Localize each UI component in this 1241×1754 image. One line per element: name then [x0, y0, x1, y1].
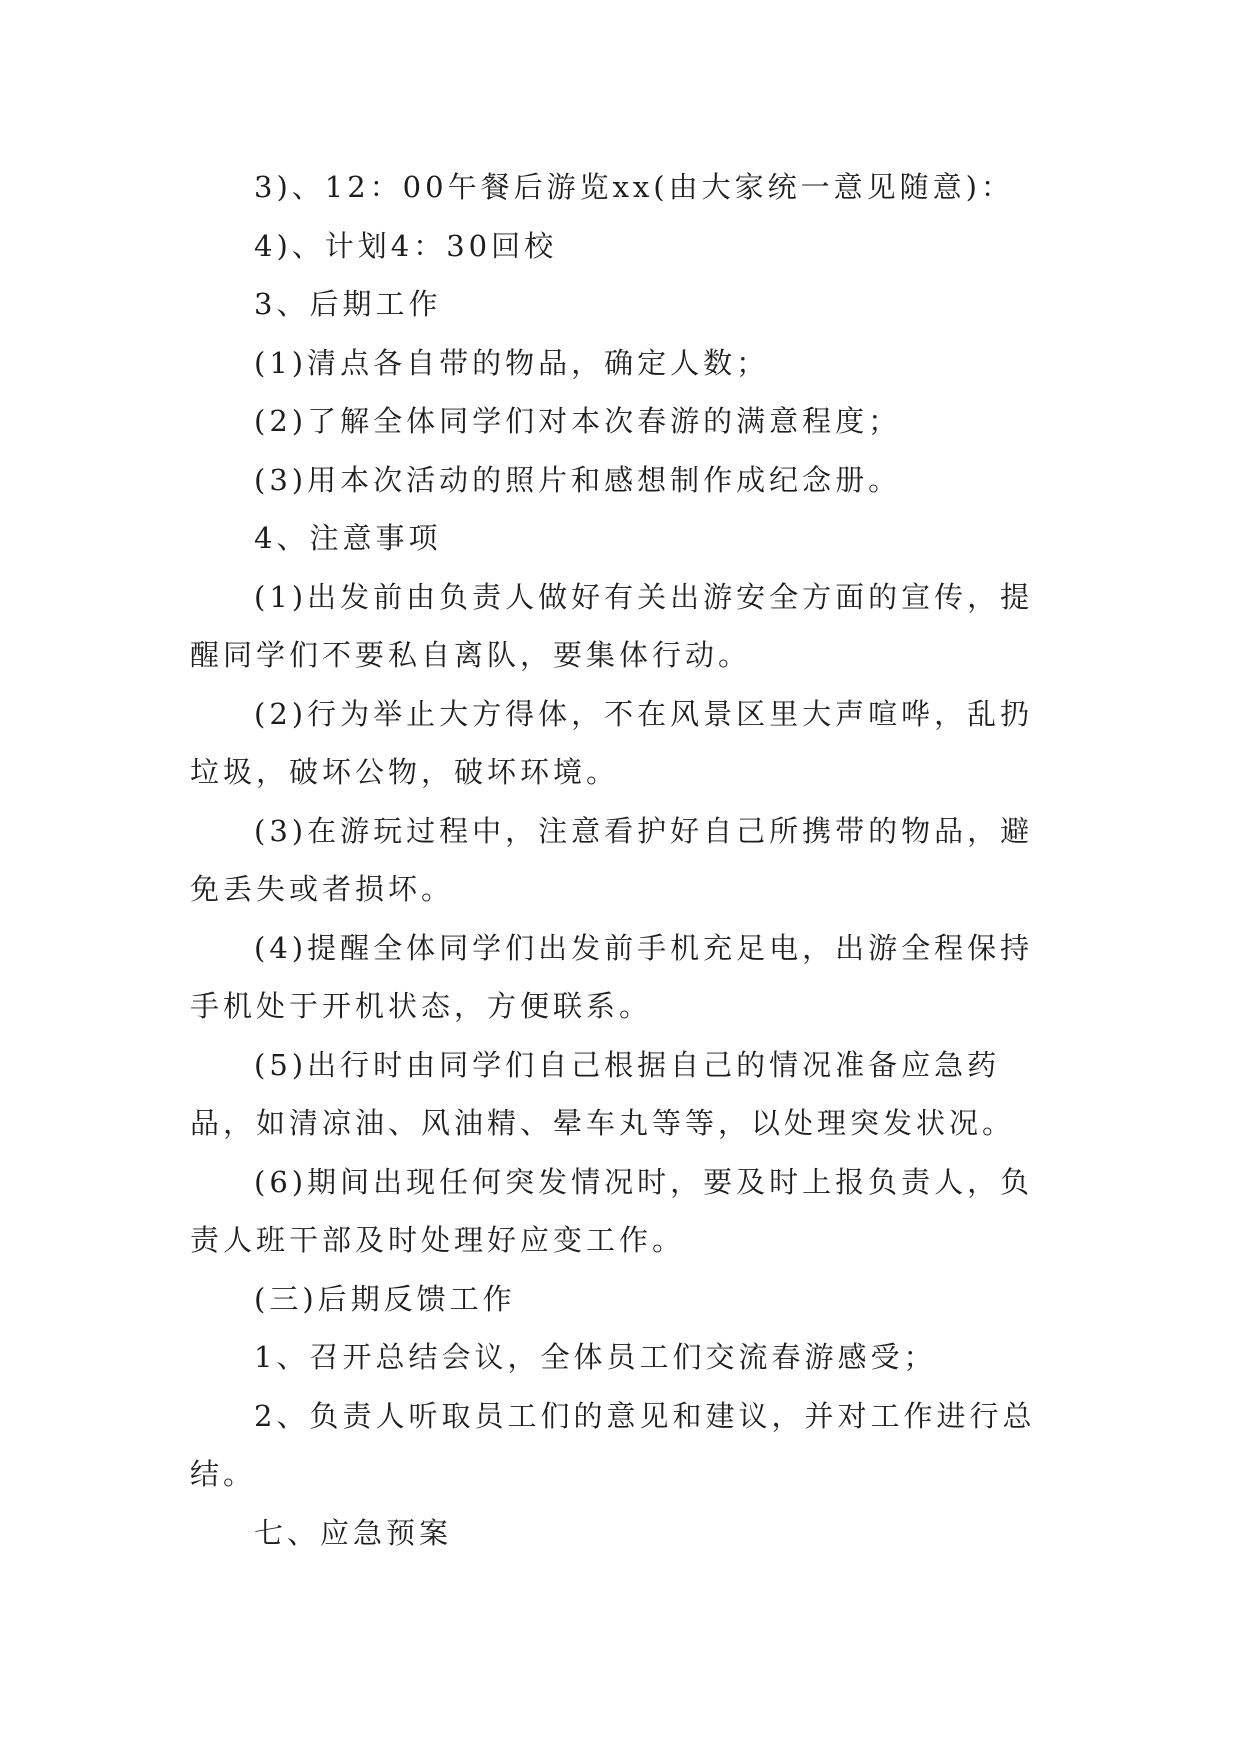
paragraph-emergency-report: (6)期间出现任何突发情况时，要及时上报负责人，负责人班干部及时处理好应变工作。 — [190, 1164, 1034, 1257]
paragraph-return-time: 4)、计划4：30回校 — [254, 228, 558, 263]
paragraph-album: (3)用本次活动的照片和感想制作成纪念册。 — [254, 462, 902, 497]
paragraph-phone: (4)提醒全体同学们出发前手机充足电，出游全程保持手机处于开机状态，方便联系。 — [190, 930, 1034, 1023]
paragraph-lunch-tour: 3)、12：00午餐后游览xx(由大家统一意见随意)： — [254, 170, 1014, 204]
paragraph-safety-briefing: (1)出发前由负责人做好有关出游安全方面的宣传，提醒同学们不要私自离队，要集体行动。 — [190, 579, 1034, 672]
paragraph-suggestions: 2、负责人听取员工们的意见和建议，并对工作进行总结。 — [190, 1398, 1036, 1491]
heading-notes: 4、注意事项 — [254, 521, 442, 555]
paragraph-behavior: (2)行为举止大方得体，不在风景区里大声喧哗，乱扔垃圾，破坏公物，破坏环境。 — [190, 696, 1034, 789]
heading-feedback: (三)后期反馈工作 — [254, 1281, 516, 1316]
heading-emergency-plan: 七、应急预案 — [254, 1515, 453, 1550]
paragraph-medicine: (5)出行时由同学们自己根据自己的情况准备应急药品，如清凉油、风油精、晕车丸等等，以处理突发状况。 — [190, 1047, 1016, 1140]
heading-later-work: 3、后期工作 — [254, 287, 442, 321]
paragraph-count-items: (1)清点各自带的物品，确定人数； — [254, 345, 770, 380]
paragraph-satisfaction: (2)了解全体同学们对本次春游的满意程度； — [254, 404, 902, 438]
paragraph-belongings: (3)在游玩过程中，注意看护好自己所携带的物品，避免丢失或者损坏。 — [190, 813, 1034, 906]
paragraph-summary-meeting: 1、召开总结会议，全体员工们交流春游感受； — [254, 1340, 937, 1374]
document-body — [190, 158, 1066, 1562]
